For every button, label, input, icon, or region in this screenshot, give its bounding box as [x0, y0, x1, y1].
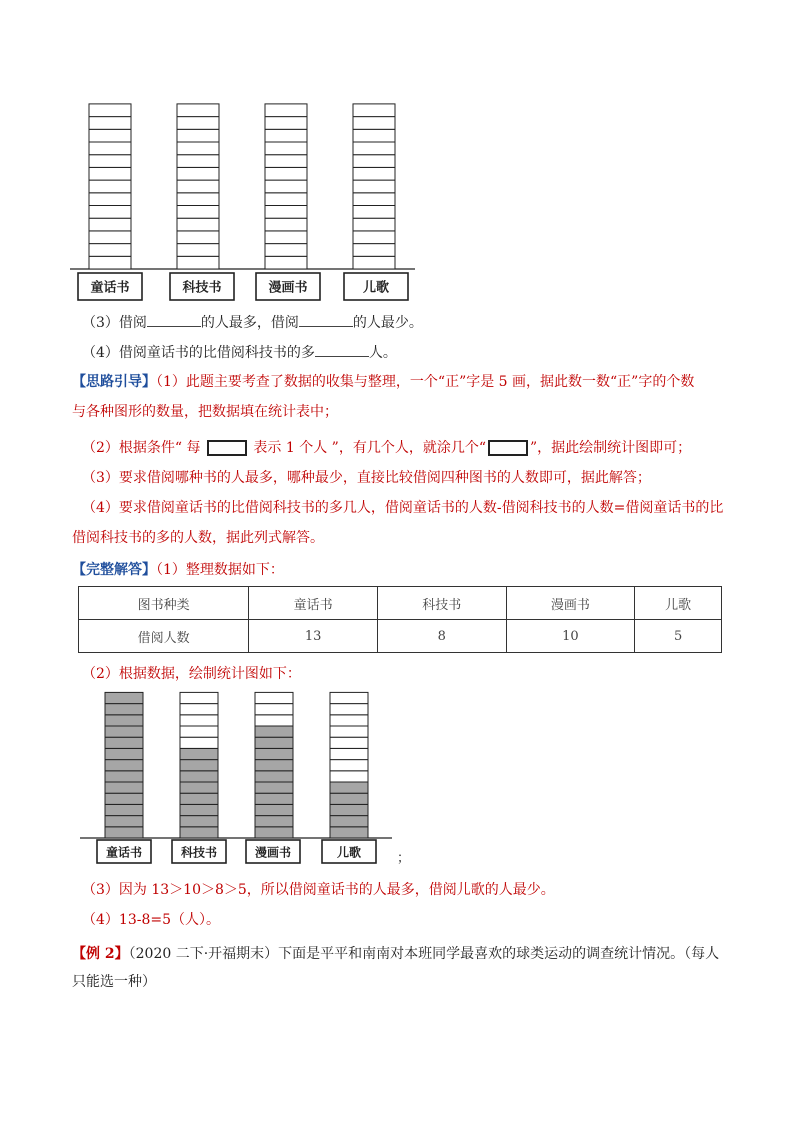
- bar-cell: [330, 816, 368, 827]
- table-cell: 5: [635, 620, 722, 653]
- category-label: 漫画书: [254, 845, 292, 860]
- bar-cell: [105, 748, 143, 759]
- blank-bar-chart: [0, 0, 794, 310]
- bar-cell: [180, 726, 218, 737]
- guide-line-5: （4）要求借阅童话书的比借阅科技书的多几人，借阅童话书的人数-借阅科技书的人数=借阅童话书的比: [82, 500, 724, 516]
- bar-cell: [180, 793, 218, 804]
- category-label: 童话书: [90, 280, 130, 296]
- bar-cell: [353, 129, 395, 142]
- bar-cell: [265, 167, 307, 180]
- bar-cell: [265, 129, 307, 142]
- guide-line-2: 与各种图形的数量，把数据填在统计表中；: [72, 404, 338, 420]
- bar-cell: [255, 737, 293, 748]
- bar-cell: [330, 748, 368, 759]
- bar-cell: [105, 827, 143, 838]
- table-cell: 童话书: [249, 587, 378, 620]
- bar-cell: [265, 104, 307, 117]
- bar-cell: [89, 244, 131, 257]
- answer-line-1: 【完整解答】（1）整理数据如下：: [72, 562, 284, 578]
- bar-cell: [180, 782, 218, 793]
- bar-cell: [180, 748, 218, 759]
- bar-cell: [177, 155, 219, 168]
- guide-line-1: 【思路引导】（1）此题主要考查了数据的收集与整理，一个“正”字是 5 画，据此数一数“正”字的个数: [72, 374, 695, 390]
- bar-cell: [353, 244, 395, 257]
- bar-cell: [330, 782, 368, 793]
- bar-cell: [177, 206, 219, 219]
- category-label: 科技书: [180, 845, 218, 860]
- question-3: （3）借阅 的人最多，借阅 的人最少。: [82, 312, 423, 333]
- bar-cell: [180, 816, 218, 827]
- table-cell: 13: [249, 620, 378, 653]
- bar-cell: [89, 142, 131, 155]
- guide-line-4: （3）要求借阅哪种书的人最多，哪种最少，直接比较借阅四种图书的人数即可，据此解答；: [82, 470, 651, 486]
- bar-cell: [330, 771, 368, 782]
- bar-cell: [330, 827, 368, 838]
- bar-cell: [265, 206, 307, 219]
- bar-cell: [180, 715, 218, 726]
- table-cell: 8: [377, 620, 506, 653]
- cell-legend-box: [207, 440, 247, 456]
- table-cell: 10: [506, 620, 635, 653]
- bar-cell: [255, 771, 293, 782]
- cell-legend-box: [488, 440, 528, 456]
- bar-cell: [330, 760, 368, 771]
- bar-cell: [265, 231, 307, 244]
- bar-cell: [89, 129, 131, 142]
- bar-cell: [89, 256, 131, 269]
- bar-cell: [353, 193, 395, 206]
- bar-cell: [89, 231, 131, 244]
- bar-cell: [255, 793, 293, 804]
- table-cell: 儿歌: [635, 587, 722, 620]
- bar-cell: [177, 218, 219, 231]
- bar-cell: [177, 142, 219, 155]
- answer-line-4: （4）13-8=5（人）。: [82, 912, 220, 928]
- category-label: 儿歌: [362, 280, 390, 296]
- bar-cell: [353, 256, 395, 269]
- bar-cell: [89, 180, 131, 193]
- bar-cell: [330, 737, 368, 748]
- bar-cell: [105, 816, 143, 827]
- bar-cell: [105, 760, 143, 771]
- bar-cell: [89, 206, 131, 219]
- bar-cell: [177, 180, 219, 193]
- bar-cell: [255, 804, 293, 815]
- bar-cell: [255, 816, 293, 827]
- category-label: 漫画书: [268, 280, 308, 296]
- bar-cell: [330, 715, 368, 726]
- bar-cell: [353, 167, 395, 180]
- bar-cell: [177, 129, 219, 142]
- category-label: 童话书: [105, 845, 143, 860]
- bar-cell: [255, 692, 293, 703]
- table-cell: 漫画书: [506, 587, 635, 620]
- bar-cell: [180, 771, 218, 782]
- bar-cell: [105, 715, 143, 726]
- bar-cell: [177, 167, 219, 180]
- bar-cell: [330, 726, 368, 737]
- guide-line-3: （2）根据条件“ 每 表示 1 个人 ”，有几个人，就涂几个“ ”，据此绘制统计图即可；: [82, 440, 692, 456]
- bar-cell: [265, 193, 307, 206]
- answer-tag: 【完整解答】: [72, 562, 156, 578]
- question-4: （4）借阅童话书的比借阅科技书的多 人。: [82, 342, 397, 363]
- bar-cell: [353, 231, 395, 244]
- bar-cell: [180, 804, 218, 815]
- bar-cell: [177, 117, 219, 130]
- table-cell: 借阅人数: [79, 620, 249, 653]
- bar-cell: [180, 760, 218, 771]
- bar-cell: [265, 180, 307, 193]
- bar-cell: [105, 793, 143, 804]
- bar-cell: [105, 692, 143, 703]
- bar-cell: [265, 244, 307, 257]
- bar-cell: [353, 218, 395, 231]
- bar-cell: [105, 737, 143, 748]
- bar-cell: [353, 142, 395, 155]
- answer-blank[interactable]: [147, 312, 201, 327]
- bar-cell: [180, 704, 218, 715]
- bar-cell: [255, 827, 293, 838]
- bar-cell: [265, 256, 307, 269]
- bar-cell: [180, 827, 218, 838]
- bar-cell: [105, 704, 143, 715]
- bar-cell: [105, 771, 143, 782]
- answer-blank[interactable]: [299, 312, 353, 327]
- bar-cell: [353, 155, 395, 168]
- bar-cell: [353, 117, 395, 130]
- bar-cell: [330, 704, 368, 715]
- bar-cell: [255, 748, 293, 759]
- guide-tag: 【思路引导】: [72, 374, 156, 390]
- bar-cell: [89, 155, 131, 168]
- answer-blank[interactable]: [315, 342, 369, 357]
- example-tag: 【例 2】: [72, 946, 129, 962]
- bar-cell: [89, 104, 131, 117]
- guide-line-6: 借阅科技书的多的人数，据此列式解答。: [72, 530, 324, 546]
- bar-cell: [255, 715, 293, 726]
- bar-cell: [265, 155, 307, 168]
- bar-cell: [255, 782, 293, 793]
- bar-cell: [353, 104, 395, 117]
- bar-cell: [353, 206, 395, 219]
- data-table: [78, 586, 722, 653]
- bar-cell: [177, 104, 219, 117]
- answer-line-3: （3）因为 13＞10＞8＞5，所以借阅童话书的人最多，借阅儿歌的人最少。: [82, 882, 555, 898]
- bar-cell: [255, 760, 293, 771]
- category-label: 科技书: [182, 280, 222, 296]
- bar-cell: [177, 244, 219, 257]
- bar-cell: [353, 180, 395, 193]
- filled-bar-chart: [0, 684, 794, 874]
- table-row: [79, 620, 722, 653]
- bar-cell: [255, 704, 293, 715]
- bar-cell: [265, 142, 307, 155]
- bar-cell: [330, 793, 368, 804]
- bar-cell: [177, 256, 219, 269]
- bar-cell: [265, 218, 307, 231]
- bar-cell: [330, 692, 368, 703]
- bar-cell: [105, 726, 143, 737]
- bar-cell: [177, 231, 219, 244]
- trailing-mark: ；: [397, 851, 411, 866]
- example-2-line-1: 【例 2】（2020 二下·开福期末）下面是平平和南南对本班同学最喜欢的球类运动的调查统计情况。（每人: [72, 946, 720, 962]
- bar-cell: [89, 167, 131, 180]
- bar-cell: [180, 737, 218, 748]
- category-label: 儿歌: [336, 845, 362, 860]
- bar-cell: [105, 782, 143, 793]
- bar-cell: [89, 117, 131, 130]
- bar-cell: [89, 193, 131, 206]
- bar-cell: [265, 117, 307, 130]
- bar-cell: [89, 218, 131, 231]
- bar-cell: [177, 193, 219, 206]
- example-2-line-2: 只能选一种）: [72, 974, 156, 990]
- bar-cell: [180, 692, 218, 703]
- bar-cell: [255, 726, 293, 737]
- table-cell: 科技书: [377, 587, 506, 620]
- table-row: [79, 587, 722, 620]
- bar-cell: [330, 804, 368, 815]
- bar-cell: [105, 804, 143, 815]
- table-cell: 图书种类: [79, 587, 249, 620]
- answer-line-2: （2）根据数据，绘制统计图如下：: [82, 666, 301, 682]
